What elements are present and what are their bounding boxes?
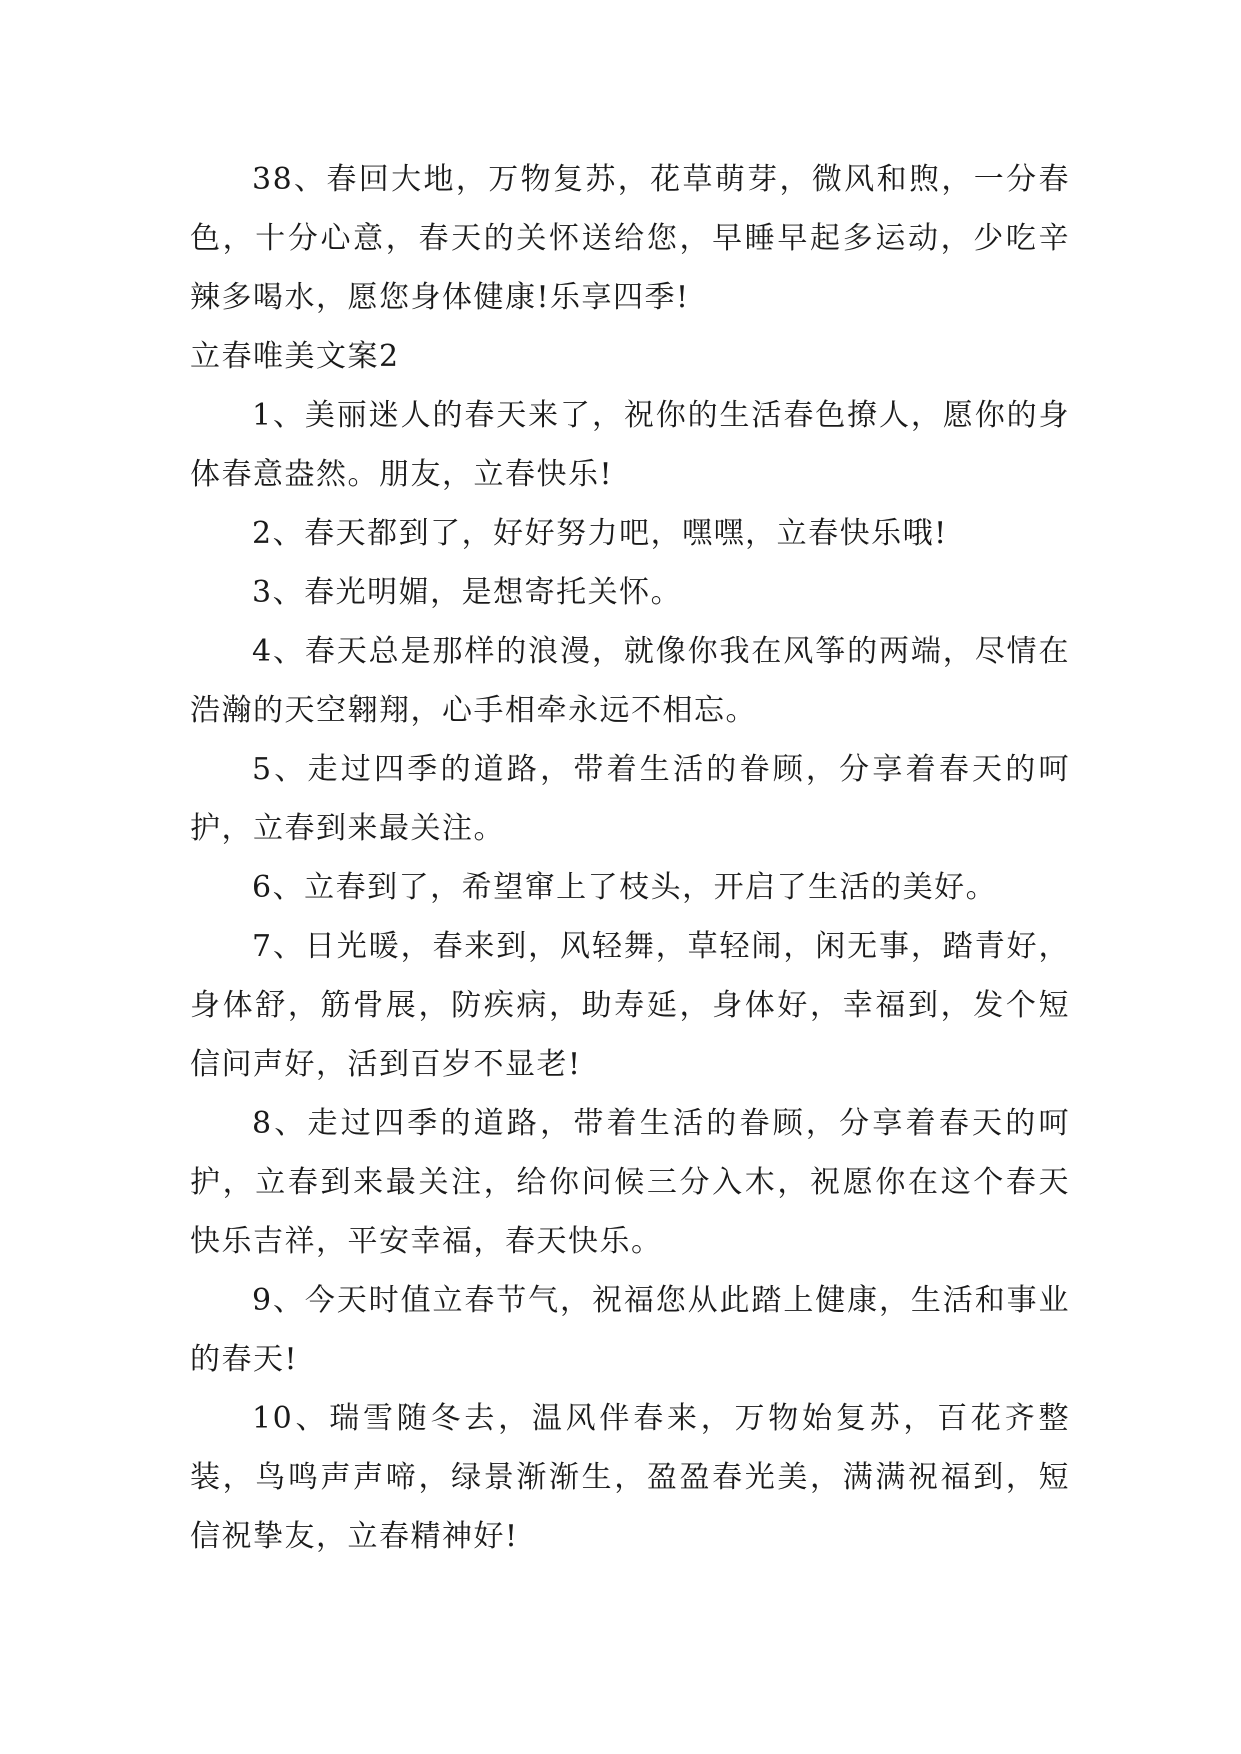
paragraph-8: 8、走过四季的道路，带着生活的眷顾，分享着春天的呵护，立春到来最关注，给你问候三分入木，祝愿你在这个春天快乐吉祥，平安幸福，春天快乐。 — [190, 1106, 1070, 1259]
section-heading: 立春唯美文案2 — [190, 339, 400, 374]
paragraph-7: 7、日光暖，春来到，风轻舞，草轻闹，闲无事，踏青好，身体舒，筋骨展，防疾病，助寿延，身体好，幸福到，发个短信问声好，活到百岁不显老! — [190, 929, 1070, 1082]
paragraph-6: 6、立春到了，希望窜上了枝头，开启了生活的美好。 — [252, 870, 998, 905]
paragraph-10: 10、瑞雪随冬去，温风伴春来，万物始复苏，百花齐整装，鸟鸣声声啼，绿景渐渐生，盈盈春光美，满满祝福到，短信祝挚友，立春精神好! — [190, 1401, 1070, 1554]
paragraph-9: 9、今天时值立春节气，祝福您从此踏上健康，生活和事业的春天! — [190, 1283, 1070, 1377]
paragraph-5: 5、走过四季的道路，带着生活的眷顾，分享着春天的呵护，立春到来最关注。 — [190, 752, 1070, 846]
document-page — [190, 150, 1070, 1566]
paragraph-38: 38、春回大地，万物复苏，花草萌芽，微风和煦，一分春色，十分心意，春天的关怀送给您，早睡早起多运动，少吃辛辣多喝水，愿您身体健康!乐享四季! — [190, 162, 1070, 315]
paragraph-3: 3、春光明媚，是想寄托关怀。 — [252, 575, 683, 610]
paragraph-4: 4、春天总是那样的浪漫，就像你我在风筝的两端，尽情在浩瀚的天空翱翔，心手相牵永远不相忘。 — [190, 634, 1070, 728]
paragraph-2: 2、春天都到了，好好努力吧，嘿嘿，立春快乐哦! — [252, 516, 948, 551]
paragraph-1: 1、美丽迷人的春天来了，祝你的生活春色撩人，愿你的身体春意盎然。朋友，立春快乐! — [190, 398, 1070, 492]
